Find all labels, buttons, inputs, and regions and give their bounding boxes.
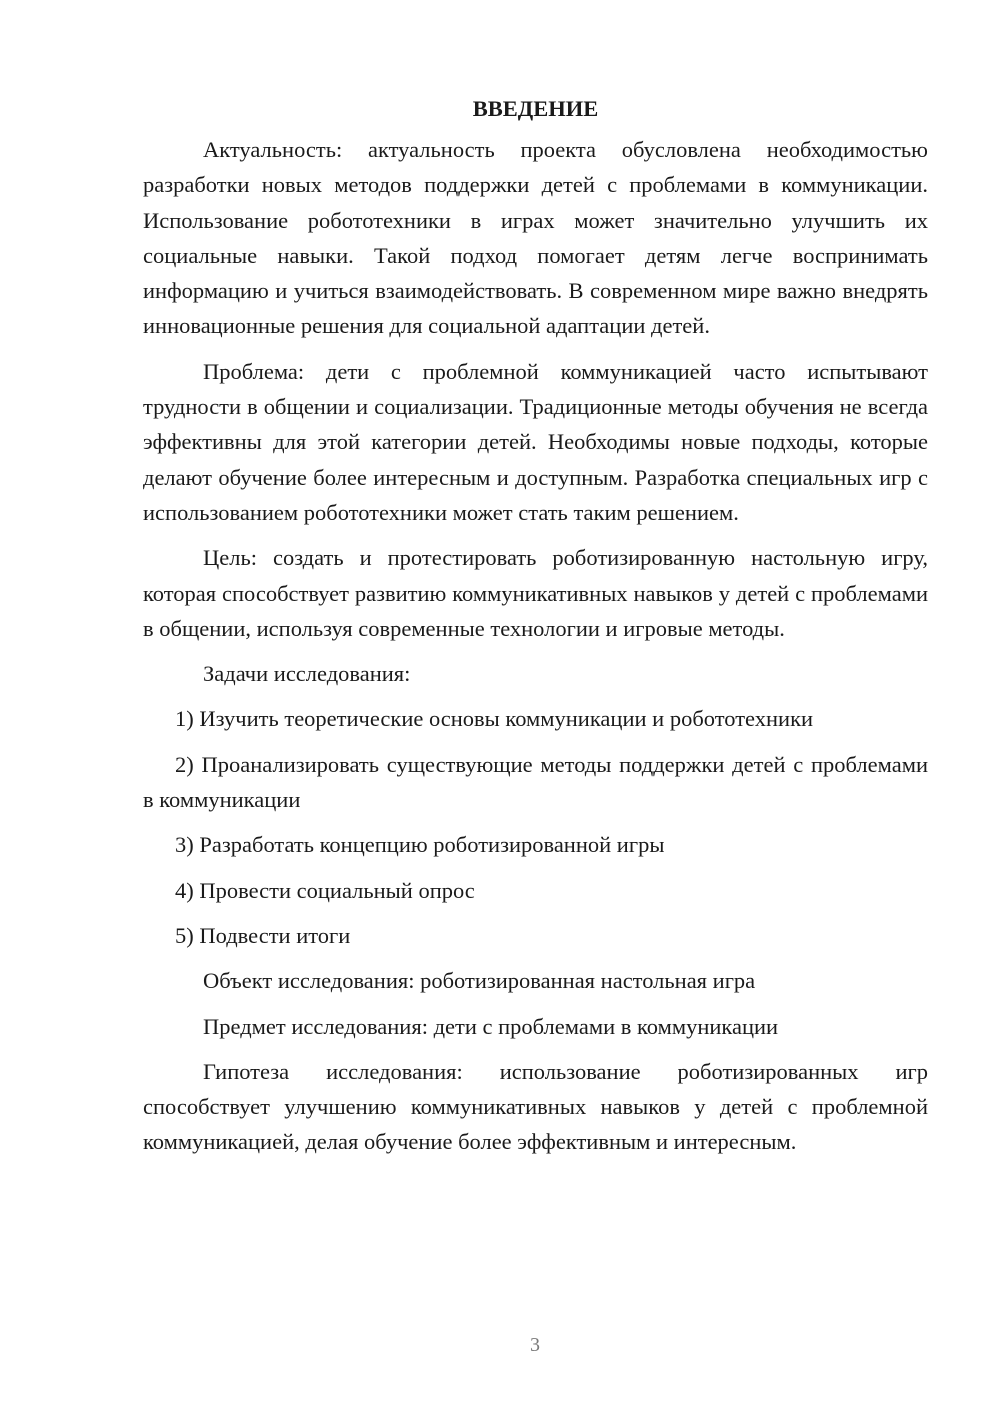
page-title: ВВЕДЕНИЕ xyxy=(472,96,599,121)
paragraph-problem: Проблема: дети с проблемной коммуникацией часто испытывают трудности в общении и социализации. Традиционные методы обучения не всегда эффективны для этой категории детей. Необходимы новые подходы, которые делают обучение более интересным и доступным. Разработка специальных игр с использованием робототехники может стать таким решением. xyxy=(143,358,928,525)
tasks-heading: Задачи исследования: xyxy=(203,661,411,687)
list-item: 4) Провести социальный опрос xyxy=(175,877,475,903)
paragraph-goal: Цель: создать и протестировать роботизированную настольную игру, которая способствует развитию коммуникативных навыков у детей с проблемами в общении, используя современные технологии и игровые методы. xyxy=(143,545,928,641)
research-object: Объект исследования: роботизированная настольная игра xyxy=(203,968,756,994)
list-item: 5) Подвести итоги xyxy=(175,922,351,948)
list-item: 2) Проанализировать существующие методы поддержки детей с проблемами в коммуникации xyxy=(143,751,928,813)
page-number: 3 xyxy=(530,1334,540,1356)
research-hypothesis: Гипотеза исследования: использование роботизированных игр способствует улучшению коммуникативных навыков у детей с проблемной коммуникацией, делая обучение более эффективным и интересным. xyxy=(143,1058,928,1155)
document-page xyxy=(143,90,928,1170)
list-item: 1) Изучить теоретические основы коммуникации и робототехники xyxy=(175,706,814,732)
paragraph-relevance: Актуальность: актуальность проекта обусловлена необходимостью разработки новых методов поддержки детей с проблемами в коммуникации. Использование робототехники в играх может значительно улучшить их социальные навыки. Такой подход помогает детям легче воспринимать информацию и учиться взаимодействовать. В современном мире важно внедрять инновационные решения для социальной адаптации детей. xyxy=(143,137,928,339)
list-item: 3) Разработать концепцию роботизированной игры xyxy=(175,832,665,858)
research-subject: Предмет исследования: дети с проблемами в коммуникации xyxy=(203,1013,779,1039)
